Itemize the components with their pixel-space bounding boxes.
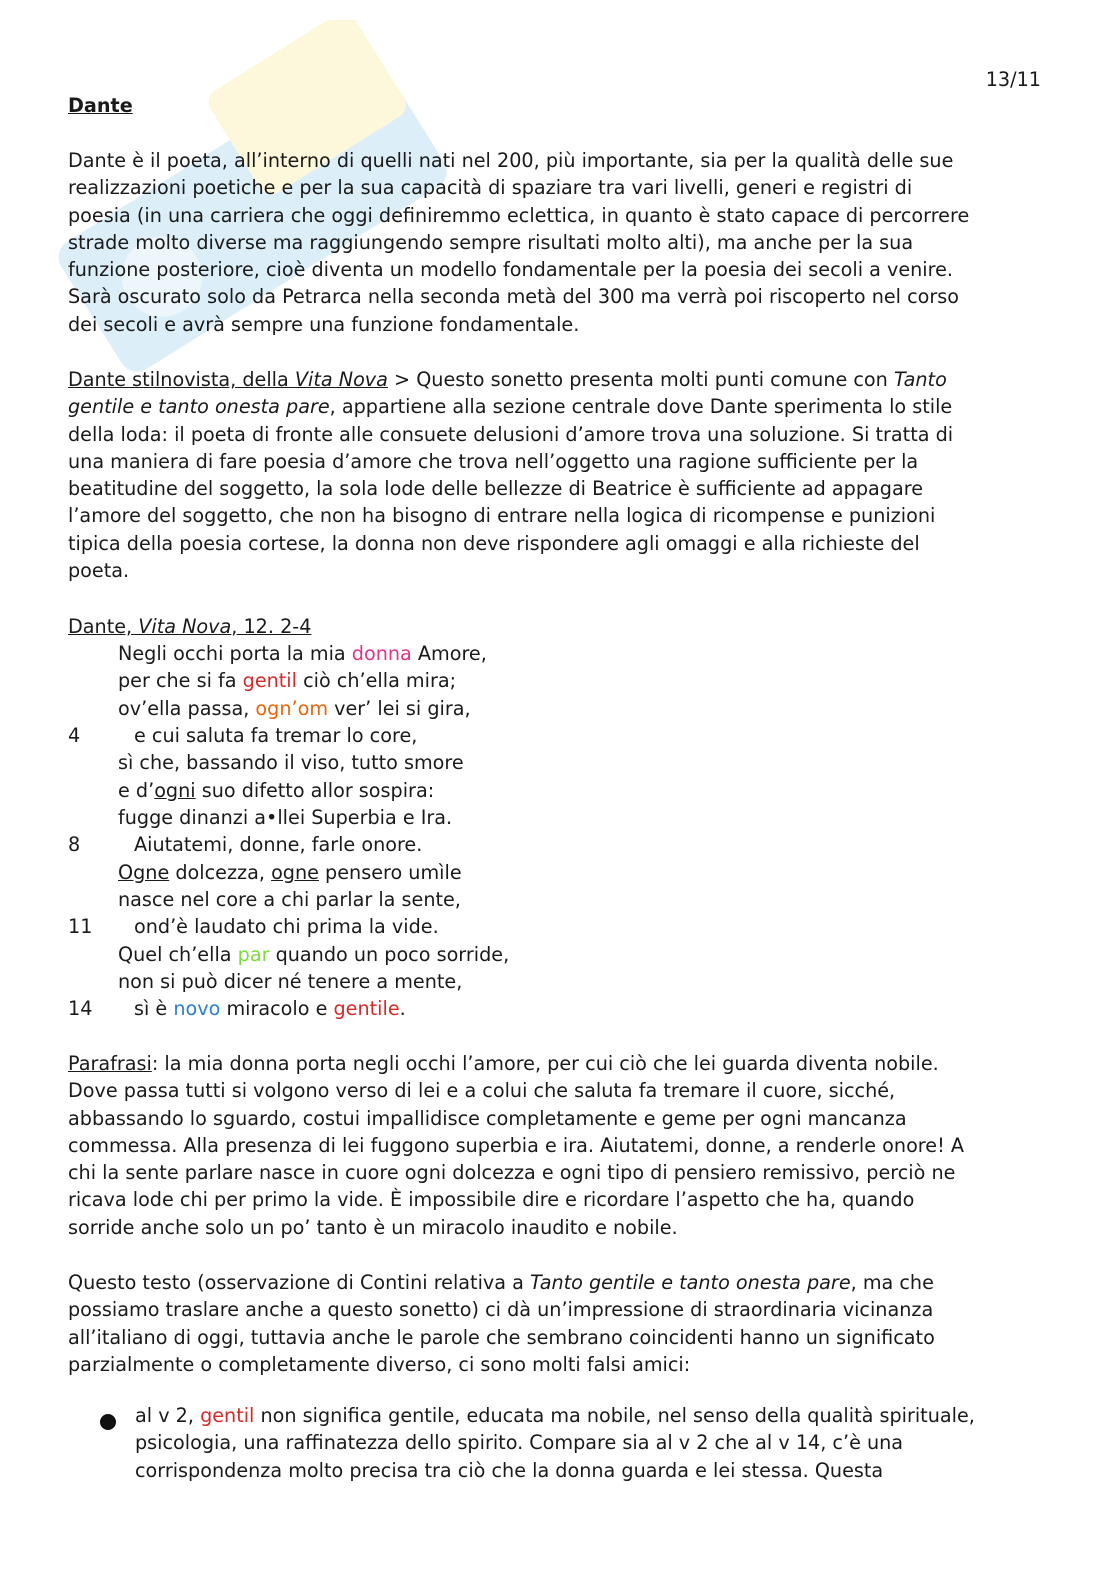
contini-paragraph — [68, 1269, 1048, 1378]
text-line: della loda: il poeta di fronte alle consuete delusioni d’amore trova una soluzione. Si tratta di — [68, 422, 954, 446]
text-line: poeta. — [68, 559, 130, 583]
text-line: l’amore del soggetto, che non ha bisogno di entrare nella logica di ricompense e punizioni — [68, 504, 936, 528]
page-title: Dante — [68, 94, 133, 117]
text-line: psicologia, una raffinatezza dello spirito. Compare sia al v 2 che al v 14, c’è una — [135, 1431, 904, 1455]
bullet-item — [135, 1402, 1055, 1484]
text-line: Questo testo (osservazione di Contini relativa a Tanto gentile e tanto onesta pare, ma che — [68, 1271, 934, 1294]
line-number: 14 — [68, 997, 93, 1020]
bullet-dot-icon — [100, 1414, 116, 1430]
stilnovista-paragraph — [68, 366, 1048, 584]
text-line: tipica della poesia cortese, la donna non deve rispondere agli omaggi e alla richieste del — [68, 531, 920, 555]
section-heading: Dante stilnovista, della Vita Nova — [68, 368, 388, 391]
text-line: parzialmente o completamente diverso, ci sono molti falsi amici: — [68, 1352, 691, 1376]
text-line: Parafrasi: la mia donna porta negli occhi l’amore, per cui ciò che lei guarda diventa nobile. — [68, 1052, 939, 1075]
text-line: abbassando lo sguardo, costui impallidisce completamente e geme per ogni mancanza — [68, 1106, 907, 1130]
text-line: dei secoli e avrà sempre una funzione fondamentale. — [68, 312, 580, 336]
text-line: ricava lode chi per primo la vide. È impossibile dire e ricordare l’aspetto che ha, quando — [68, 1188, 915, 1212]
text-line: strade molto diverse ma raggiungendo sempre risultati molto alti), ma anche per la sua — [68, 230, 914, 254]
poem-heading: Dante, Vita Nova, 12. 2-4 — [68, 615, 312, 638]
parafrasi-paragraph — [68, 1050, 1048, 1241]
text-line: all’italiano di oggi, tuttavia anche le parole che sembrano coincidenti hanno un significato — [68, 1325, 935, 1349]
text-line: Dante è il poeta, all’interno di quelli nati nel 200, più importante, sia per la qualità delle sue — [68, 149, 954, 172]
text-line: una maniera di fare poesia d’amore che trova nell’oggetto una ragione sufficiente per la — [68, 449, 919, 473]
text-line: gentile e tanto onesta pare, appartiene alla sezione centrale dove Dante sperimenta lo stile — [68, 395, 953, 419]
text-line: chi la sente parlare nasce in cuore ogni dolcezza e ogni tipo di pensiero remissivo, perciò ne — [68, 1161, 956, 1185]
page-date: 13/11 — [985, 68, 1041, 91]
document-page: 13/11 Dante Dante è il poeta, all’interno di quelli nati nel 200, più importante, sia per la qualità delle sue realizzazioni poetiche e per la sua capacità di spaziare tra vari livelli, generi e registri di poesia (in una carriera che oggi definiremmo eclettica, in quanto è stato capace di percorrere strade molto diverse ma raggiungendo sempre risultati molto alti), ma anche per la sua funzione posteriore, cioè diventa un modello fondamentale per la poesia dei secoli a venire. Sarà oscurato solo da Petrarca nella seconda metà del 300 ma verrà poi riscoperto nel corso dei secoli e avrà sempre una funzione fondamentale. Dante stilnovista, della Vita Nova > Questo sonetto presenta molti punti comune con Tanto gentile e tanto onesta pare, appartiene alla sezione centrale dove Dante sperimenta lo stile della loda: il poeta di fronte alle consuete delusioni d’amore trova una soluzione. Si tratta di una maniera di fare poesia d’amore che trova nell’oggetto una ragione sufficiente per la beatitudine del soggetto, la sola lode delle bellezze di Beatrice è sufficiente ad appagare l’amore del soggetto, che non ha bisogno di entrare nella logica di ricompense e punizioni tipica della poesia cortese, la donna non deve rispondere agli omaggi e alla richieste del poeta. Dante, Vita Nova, 12. 2-4 Negli occhi porta la mia donna Amore, per che si fa gentil ciò ch’ella mira; ov’ella passa, ogn’om ver’ lei si gira, 4 e cui saluta fa tremar lo core, sì che, bassando il viso, tutto smore e d’ogni suo difetto allor sospira: fugge dinanzi a•llei Superbia e Ira. 8 Aiutatemi, donne, farle onore. Ogne dolcezza, ogne pensero umìle nasce nel core a chi parlar la sente, 11 ond’è laudato chi prima la vide. Quel ch’ella par quando un poco sorride, non si può dicer né tenere a mente, 14 sì è novo miracolo e gentile. Parafrasi: la mia donna porta negli occhi l’amore, per cui ciò che lei guarda diventa nobile. Dove passa tutti si volgono verso di lei e a colui che saluta fa tremare il cuore, sicché, abbassando lo sguardo, costui impallidisce completamente e geme per ogni mancanza commessa. Alla presenza di lei fuggono superbia e ira. Aiutatemi, donne, a renderle onore! A chi la sente parlare nasce in cuore ogni dolcezza e ogni tipo di pensiero remissivo, perciò ne ricava lode chi per primo la vide. È impossibile dire e ricordare l’aspetto che ha, quando sorride anche solo un po’ tanto è un miracolo inaudito e nobile. Questo testo (osservazione di Contini relativa a Tanto gentile e tanto onesta pare, ma che possiamo traslare anche a questo sonetto) ci dà un’impressione di straordinaria vicinanza all’italiano di oggi, tuttavia anche le parole che sembrano coincidenti hanno un significato parzialmente o completamente diverso, ci sono molti falsi amici: al v 2, gentil non significa gentile, educata ma nobile, nel senso della qualità spirituale, psicologia, una raffinatezza dello spirito. Compare sia al v 2 che al v 14, c’è una corrispondenza molto precisa tra ciò che la donna guarda e lei stessa. Questa — [0, 0, 1116, 1579]
text-line: Sarà oscurato solo da Petrarca nella seconda metà del 300 ma verrà poi riscoperto nel corso — [68, 285, 959, 309]
text-line: commessa. Alla presenza di lei fuggono superbia e ira. Aiutatemi, donne, a renderle onore! A — [68, 1133, 964, 1157]
text-line: Dove passa tutti si volgono verso di lei e a colui che saluta fa tremare il cuore, sicché, — [68, 1079, 896, 1103]
text-line: possiamo traslare anche a questo sonetto) ci dà un’impressione di straordinaria vicinanza — [68, 1298, 934, 1322]
line-number: 11 — [68, 915, 93, 938]
intro-paragraph — [68, 147, 1048, 338]
text-line: sorride anche solo un po’ tanto è un miracolo inaudito e nobile. — [68, 1215, 678, 1239]
line-number: 8 — [68, 833, 81, 856]
text-line: al v 2, gentil non significa gentile, educata ma nobile, nel senso della qualità spirituale, — [135, 1404, 975, 1427]
text-line: Dante stilnovista, della Vita Nova > Questo sonetto presenta molti punti comune con Tanto — [68, 368, 947, 391]
text-line: corrispondenza molto precisa tra ciò che la donna guarda e lei stessa. Questa — [135, 1458, 884, 1482]
text-line: beatitudine del soggetto, la sola lode delle bellezze di Beatrice è sufficiente ad appagare — [68, 477, 924, 501]
text-line: poesia (in una carriera che oggi definiremmo eclettica, in quanto è stato capace di percorrere — [68, 203, 970, 227]
text-line: funzione posteriore, cioè diventa un modello fondamentale per la poesia dei secoli a venire. — [68, 258, 954, 282]
parafrasi-label: Parafrasi — [68, 1052, 152, 1075]
line-number: 4 — [68, 724, 81, 747]
text-line: realizzazioni poetiche e per la sua capacità di spaziare tra vari livelli, generi e registri di — [68, 176, 913, 200]
